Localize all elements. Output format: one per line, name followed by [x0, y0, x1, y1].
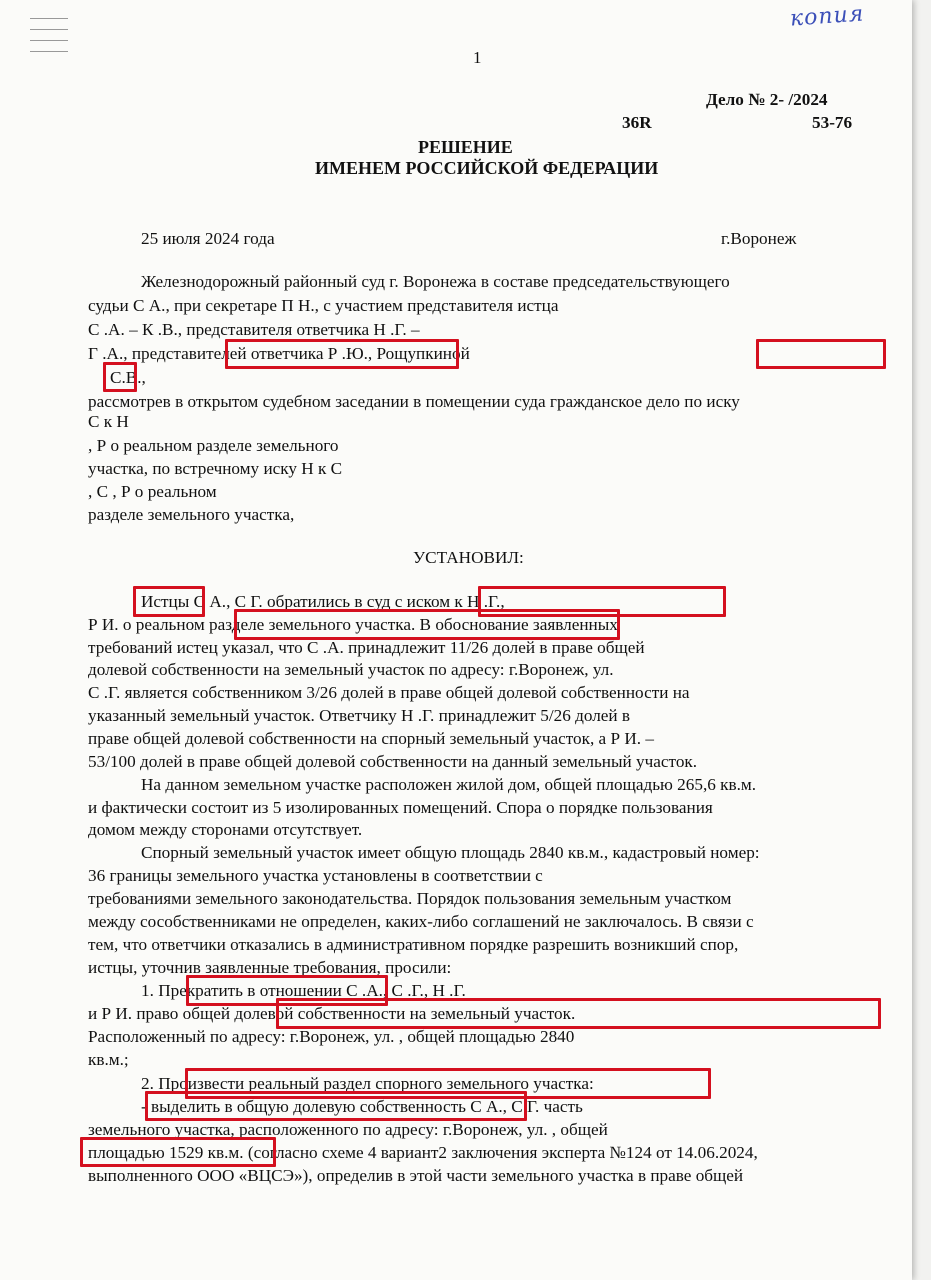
text-line: судьи С А., при секретаре П Н., с участием представителя истца [88, 296, 559, 315]
text-line: между сособственниками не определен, каких-либо соглашений не заключалось. В связи с [88, 912, 754, 931]
text-line: домом между сторонами отсутствует. [88, 820, 363, 839]
text-line: рассмотрев в открытом судебном заседании в помещении суда гражданское дело по иску [88, 392, 740, 411]
text-line: Г .А., представителей ответчика Р .Ю., Рощупкиной [88, 344, 470, 363]
text-line: истцы, уточнив заявленные требования, просили: [88, 958, 452, 977]
text-line: Спорный земельный участок имеет общую площадь 2840 кв.м., кадастровый номер: [141, 843, 760, 862]
highlight-box [103, 362, 137, 392]
text-line: участка, по встречному иску Н к С [88, 459, 343, 478]
text-line: требованиями земельного законодательства. Порядок пользования земельным участком [88, 889, 732, 908]
text-line: Железнодорожный районный суд г. Воронежа в составе председательствующего [141, 272, 730, 291]
highlight-box [225, 339, 459, 369]
highlight-box [756, 339, 886, 369]
text-line: земельного участка, расположенного по адресу: г.Воронеж, ул. , общей [88, 1120, 608, 1139]
text-line: долевой собственности на земельный участок по адресу: г.Воронеж, ул. [88, 660, 614, 679]
text-line: С.В., [110, 368, 146, 387]
text-line: выполненного ООО «ВЦСЭ»), определив в этой части земельного участка в праве общей [88, 1166, 744, 1185]
text-line: С .А. – К .В., представителя ответчика Н .Г. – [88, 320, 420, 339]
decision-city: г.Воронеж [721, 229, 797, 248]
text-line: площадью 1529 кв.м. (согласно схеме 4 вариант2 заключения эксперта №124 от 14.06.2024, [88, 1143, 758, 1162]
text-line: Р И. о реальном разделе земельного участка. В обоснование заявленных [88, 615, 618, 634]
case-code-right: 53-76 [812, 113, 853, 132]
text-line: разделе земельного участка, [88, 505, 295, 524]
copy-stamp: копия [789, 1, 866, 32]
highlight-box [80, 1137, 276, 1167]
text-line: С .Г. является собственником 3/26 долей в праве общей долевой собственности на [88, 683, 690, 702]
text-line: , С , Р о реальном [88, 482, 217, 501]
page-number: 1 [473, 48, 482, 67]
highlight-box [133, 586, 205, 617]
text-line: С к Н [88, 412, 129, 431]
highlight-box [145, 1091, 527, 1121]
decision-date: 25 июля 2024 года [141, 229, 275, 248]
text-line: и Р И. право общей долевой собственности на земельный участок. [88, 1004, 576, 1023]
document-title: РЕШЕНИЕ [418, 137, 513, 157]
text-line: кв.м.; [88, 1050, 129, 1069]
case-code-left: 36R [622, 113, 652, 132]
section-heading: УСТАНОВИЛ: [413, 548, 524, 567]
text-line: тем, что ответчики отказались в административном порядке разрешить возникший спор, [88, 935, 739, 954]
highlight-box [234, 609, 620, 640]
text-line: Истцы С А., С Г. обратились в суд с иском к Н .Г., [141, 592, 505, 611]
text-line: праве общей долевой собственности на спорный земельный участок, а Р И. – [88, 729, 654, 748]
text-line: Расположенный по адресу: г.Воронеж, ул. , общей площадью 2840 [88, 1027, 575, 1046]
binding-marks [30, 18, 70, 62]
text-line: На данном земельном участке расположен жилой дом, общей площадью 265,6 кв.м. [141, 775, 757, 794]
text-line: указанный земельный участок. Ответчику Н .Г. принадлежит 5/26 долей в [88, 706, 631, 725]
text-line: , Р о реальном разделе земельного [88, 436, 339, 455]
highlight-box [276, 998, 881, 1029]
document-subtitle: ИМЕНЕМ РОССИЙСКОЙ ФЕДЕРАЦИИ [315, 158, 659, 178]
text-line: требований истец указал, что С .А. принадлежит 11/26 долей в праве общей [88, 638, 645, 657]
text-line: 2. Произвести реальный раздел спорного земельного участка: [141, 1074, 594, 1093]
text-line: 36 границы земельного участка установлены в соответствии с [88, 866, 543, 885]
text-line: 53/100 долей в праве общей долевой собственности на данный земельный участок. [88, 752, 698, 771]
case-number: Дело № 2- /2024 [706, 90, 828, 109]
text-line: 1. Прекратить в отношении С .А., С .Г., Н .Г. [141, 981, 466, 1000]
text-line: и фактически состоит из 5 изолированных помещений. Спора о порядке пользования [88, 798, 713, 817]
text-line: - выделить в общую долевую собственность С А., С Г. часть [141, 1097, 583, 1116]
